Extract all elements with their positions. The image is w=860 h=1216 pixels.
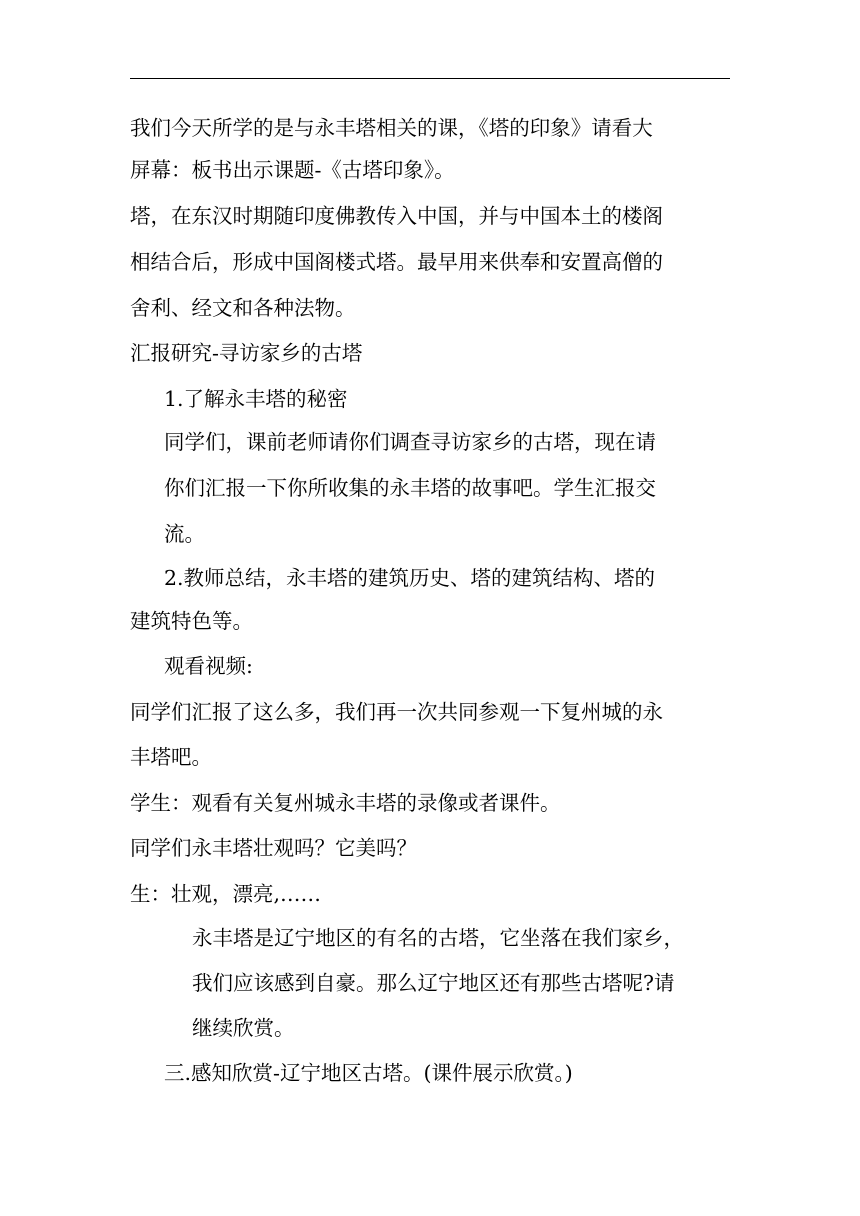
text-line: 同学们永丰塔壮观吗？它美吗？ bbox=[130, 836, 417, 860]
text-line: 2.教师总结，永丰塔的建筑历史、塔的建筑结构、塔的 bbox=[164, 566, 656, 590]
text-line: 丰塔吧。 bbox=[130, 745, 212, 769]
text-line: 继续欣赏。 bbox=[192, 1016, 295, 1040]
text-line: 同学们汇报了这么多，我们再一次共同参观一下复州城的永 bbox=[130, 700, 663, 724]
text-line: 我们应该感到自豪。那么辽宁地区还有那些古塔呢?请 bbox=[192, 971, 675, 995]
text-line: 学生：观看有关复州城永丰塔的录像或者课件。 bbox=[130, 791, 561, 815]
text-line: 建筑特色等。 bbox=[130, 609, 253, 633]
text-line: 我们今天所学的是与永丰塔相关的课，《塔的印象》请看大 bbox=[130, 116, 653, 140]
text-line: 流。 bbox=[164, 522, 205, 546]
text-line: 相结合后，形成中国阁楼式塔。最早用来供奉和安置高僧的 bbox=[130, 250, 663, 274]
text-line: 汇报研究-寻访家乡的古塔 bbox=[130, 341, 363, 365]
text-line: 三.感知欣赏-辽宁地区古塔。(课件展示欣赏。) bbox=[164, 1061, 573, 1085]
text-line: 塔，在东汉时期随印度佛教传入中国，并与中国本土的楼阁 bbox=[130, 204, 663, 228]
header-rule bbox=[130, 78, 730, 79]
text-line: 生：壮观，漂亮,…… bbox=[130, 882, 322, 906]
text-line: 永丰塔是辽宁地区的有名的古塔，它坐落在我们家乡， bbox=[192, 926, 684, 950]
text-line: 观看视频: bbox=[164, 654, 253, 678]
text-line: 同学们，课前老师请你们调查寻访家乡的古塔，现在请 bbox=[164, 430, 656, 454]
text-line: 你们汇报一下你所收集的永丰塔的故事吧。学生汇报交 bbox=[164, 476, 656, 500]
text-line: 屏幕：板书出示课题-《古塔印象》。 bbox=[130, 158, 455, 182]
text-line: 1.了解永丰塔的秘密 bbox=[164, 387, 348, 411]
text-line: 舍利、经文和各种法物。 bbox=[130, 296, 356, 320]
